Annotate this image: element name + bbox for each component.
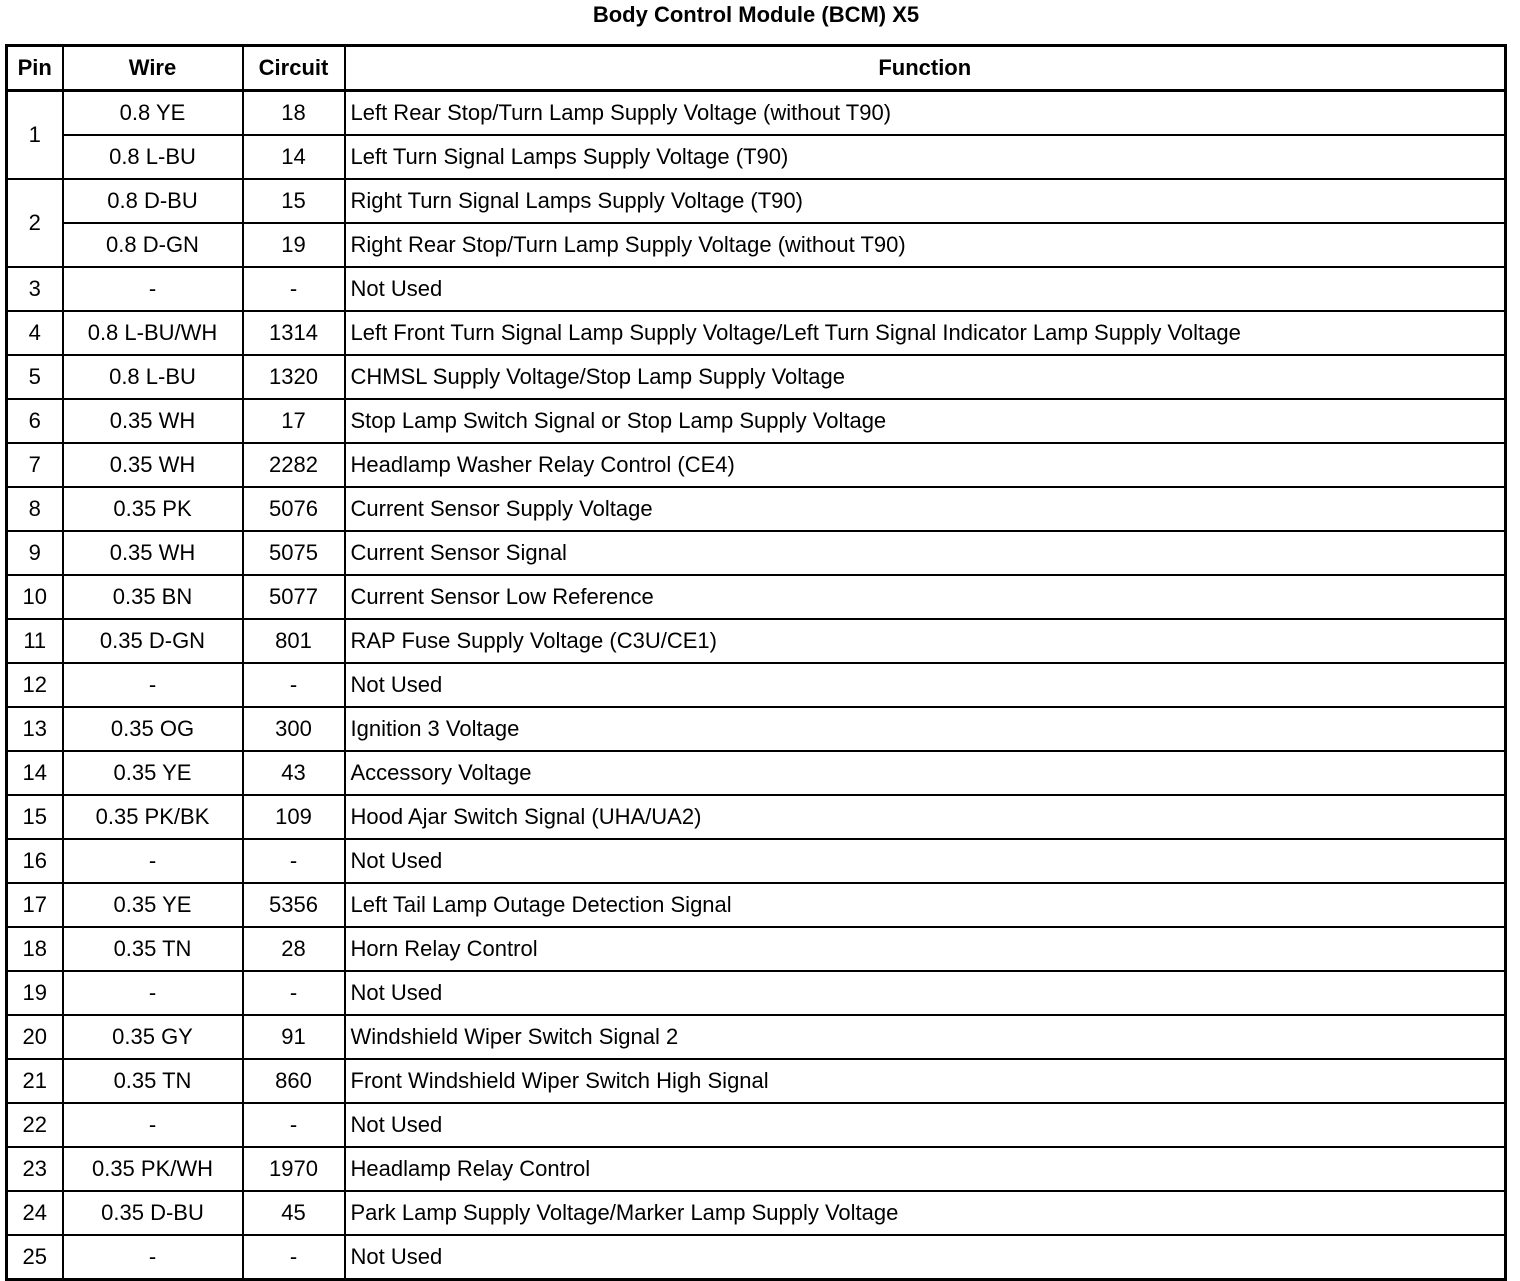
function-cell: Not Used [345,267,1506,311]
wire-cell: - [63,839,243,883]
wire-cell: 0.8 L-BU [63,355,243,399]
header-circuit: Circuit [243,46,345,91]
function-cell: Windshield Wiper Switch Signal 2 [345,1015,1506,1059]
circuit-cell: 1314 [243,311,345,355]
circuit-cell: 45 [243,1191,345,1235]
circuit-cell: 17 [243,399,345,443]
function-cell: Current Sensor Signal [345,531,1506,575]
pin-cell: 12 [7,663,63,707]
pin-cell: 16 [7,839,63,883]
wire-cell: 0.35 YE [63,751,243,795]
wire-cell: 0.35 D-GN [63,619,243,663]
table-row [7,575,1506,619]
function-cell: Right Rear Stop/Turn Lamp Supply Voltage (without T90) [345,223,1506,267]
function-cell: Ignition 3 Voltage [345,707,1506,751]
table-row [7,1147,1506,1191]
connector-pinout-table [5,44,1507,1281]
wire-cell: 0.35 OG [63,707,243,751]
pin-cell: 18 [7,927,63,971]
circuit-cell: 5356 [243,883,345,927]
wire-cell: 0.35 PK/BK [63,795,243,839]
circuit-cell: 5077 [243,575,345,619]
table-row [7,487,1506,531]
function-cell: Left Rear Stop/Turn Lamp Supply Voltage (without T90) [345,91,1506,136]
function-cell: Headlamp Washer Relay Control (CE4) [345,443,1506,487]
table-row [7,1103,1506,1147]
wire-cell: 0.8 D-GN [63,223,243,267]
table-row [7,531,1506,575]
circuit-cell: 18 [243,91,345,136]
table-row [7,443,1506,487]
wire-cell: 0.35 GY [63,1015,243,1059]
circuit-cell: 91 [243,1015,345,1059]
pin-cell: 7 [7,443,63,487]
wire-cell: 0.35 PK/WH [63,1147,243,1191]
wire-cell: 0.35 YE [63,883,243,927]
page-title: Body Control Module (BCM) X5 [592,2,920,27]
pin-cell: 15 [7,795,63,839]
wire-cell: 0.35 TN [63,927,243,971]
pin-cell: 4 [7,311,63,355]
circuit-cell: 1970 [243,1147,345,1191]
circuit-cell: 5075 [243,531,345,575]
function-cell: Not Used [345,1235,1506,1280]
circuit-cell: 801 [243,619,345,663]
pin-cell: 20 [7,1015,63,1059]
pin-cell: 6 [7,399,63,443]
table-row [7,267,1506,311]
table-row [7,355,1506,399]
wire-cell: 0.35 TN [63,1059,243,1103]
function-cell: Hood Ajar Switch Signal (UHA/UA2) [345,795,1506,839]
circuit-cell: 43 [243,751,345,795]
function-cell: Left Front Turn Signal Lamp Supply Voltage/Left Turn Signal Indicator Lamp Supply Voltage [345,311,1506,355]
wire-cell: - [63,1103,243,1147]
circuit-cell: 300 [243,707,345,751]
wire-cell: - [63,971,243,1015]
table-row [7,179,1506,223]
wire-cell: 0.35 WH [63,531,243,575]
table-header-row [7,46,1506,91]
table-row [7,619,1506,663]
table-row [7,927,1506,971]
pin-cell: 5 [7,355,63,399]
wire-cell: - [63,663,243,707]
table-row [7,839,1506,883]
table-row [7,1015,1506,1059]
function-cell: Current Sensor Supply Voltage [345,487,1506,531]
circuit-cell: 2282 [243,443,345,487]
table-row [7,1191,1506,1235]
pin-cell: 14 [7,751,63,795]
circuit-cell: - [243,971,345,1015]
header-wire: Wire [63,46,243,91]
function-cell: Current Sensor Low Reference [345,575,1506,619]
pin-cell: 25 [7,1235,63,1280]
circuit-cell: - [243,267,345,311]
circuit-cell: 28 [243,927,345,971]
wire-cell: 0.35 WH [63,399,243,443]
table-row [7,311,1506,355]
wire-cell: 0.35 D-BU [63,1191,243,1235]
function-cell: Not Used [345,839,1506,883]
pin-cell: 1 [7,91,63,180]
table-row [7,399,1506,443]
wire-cell: 0.35 BN [63,575,243,619]
circuit-cell: - [243,663,345,707]
function-cell: Accessory Voltage [345,751,1506,795]
pin-cell: 19 [7,971,63,1015]
pin-cell: 24 [7,1191,63,1235]
function-cell: Park Lamp Supply Voltage/Marker Lamp Supply Voltage [345,1191,1506,1235]
header-pin: Pin [7,46,63,91]
function-cell: Horn Relay Control [345,927,1506,971]
table-row [7,1235,1506,1280]
function-cell: Not Used [345,663,1506,707]
pin-cell: 2 [7,179,63,267]
table-row [7,91,1506,136]
pin-cell: 22 [7,1103,63,1147]
function-cell: Not Used [345,1103,1506,1147]
wire-cell: 0.35 PK [63,487,243,531]
pin-cell: 11 [7,619,63,663]
function-cell: Headlamp Relay Control [345,1147,1506,1191]
function-cell: RAP Fuse Supply Voltage (C3U/CE1) [345,619,1506,663]
table-row [7,223,1506,267]
function-cell: Front Windshield Wiper Switch High Signal [345,1059,1506,1103]
table-row [7,795,1506,839]
pin-cell: 9 [7,531,63,575]
pin-cell: 17 [7,883,63,927]
circuit-cell: 19 [243,223,345,267]
pin-cell: 10 [7,575,63,619]
table-row [7,663,1506,707]
function-cell: Stop Lamp Switch Signal or Stop Lamp Supply Voltage [345,399,1506,443]
circuit-cell: 860 [243,1059,345,1103]
function-cell: Not Used [345,971,1506,1015]
function-cell: CHMSL Supply Voltage/Stop Lamp Supply Voltage [345,355,1506,399]
wire-cell: - [63,267,243,311]
pin-cell: 13 [7,707,63,751]
table-row [7,883,1506,927]
wire-cell: - [63,1235,243,1280]
wire-cell: 0.8 YE [63,91,243,136]
pin-cell: 23 [7,1147,63,1191]
circuit-cell: 1320 [243,355,345,399]
table-row [7,971,1506,1015]
wire-cell: 0.8 D-BU [63,179,243,223]
pin-cell: 3 [7,267,63,311]
circuit-cell: - [243,1103,345,1147]
circuit-cell: - [243,1235,345,1280]
pin-cell: 8 [7,487,63,531]
circuit-cell: 109 [243,795,345,839]
table-row [7,751,1506,795]
circuit-cell: - [243,839,345,883]
function-cell: Left Tail Lamp Outage Detection Signal [345,883,1506,927]
header-function: Function [345,46,1506,91]
wire-cell: 0.8 L-BU/WH [63,311,243,355]
table-row [7,1059,1506,1103]
table-row [7,707,1506,751]
function-cell: Right Turn Signal Lamps Supply Voltage (T90) [345,179,1506,223]
function-cell: Left Turn Signal Lamps Supply Voltage (T90) [345,135,1506,179]
wire-cell: 0.35 WH [63,443,243,487]
circuit-cell: 5076 [243,487,345,531]
circuit-cell: 14 [243,135,345,179]
circuit-cell: 15 [243,179,345,223]
wire-cell: 0.8 L-BU [63,135,243,179]
table-row [7,135,1506,179]
pin-cell: 21 [7,1059,63,1103]
